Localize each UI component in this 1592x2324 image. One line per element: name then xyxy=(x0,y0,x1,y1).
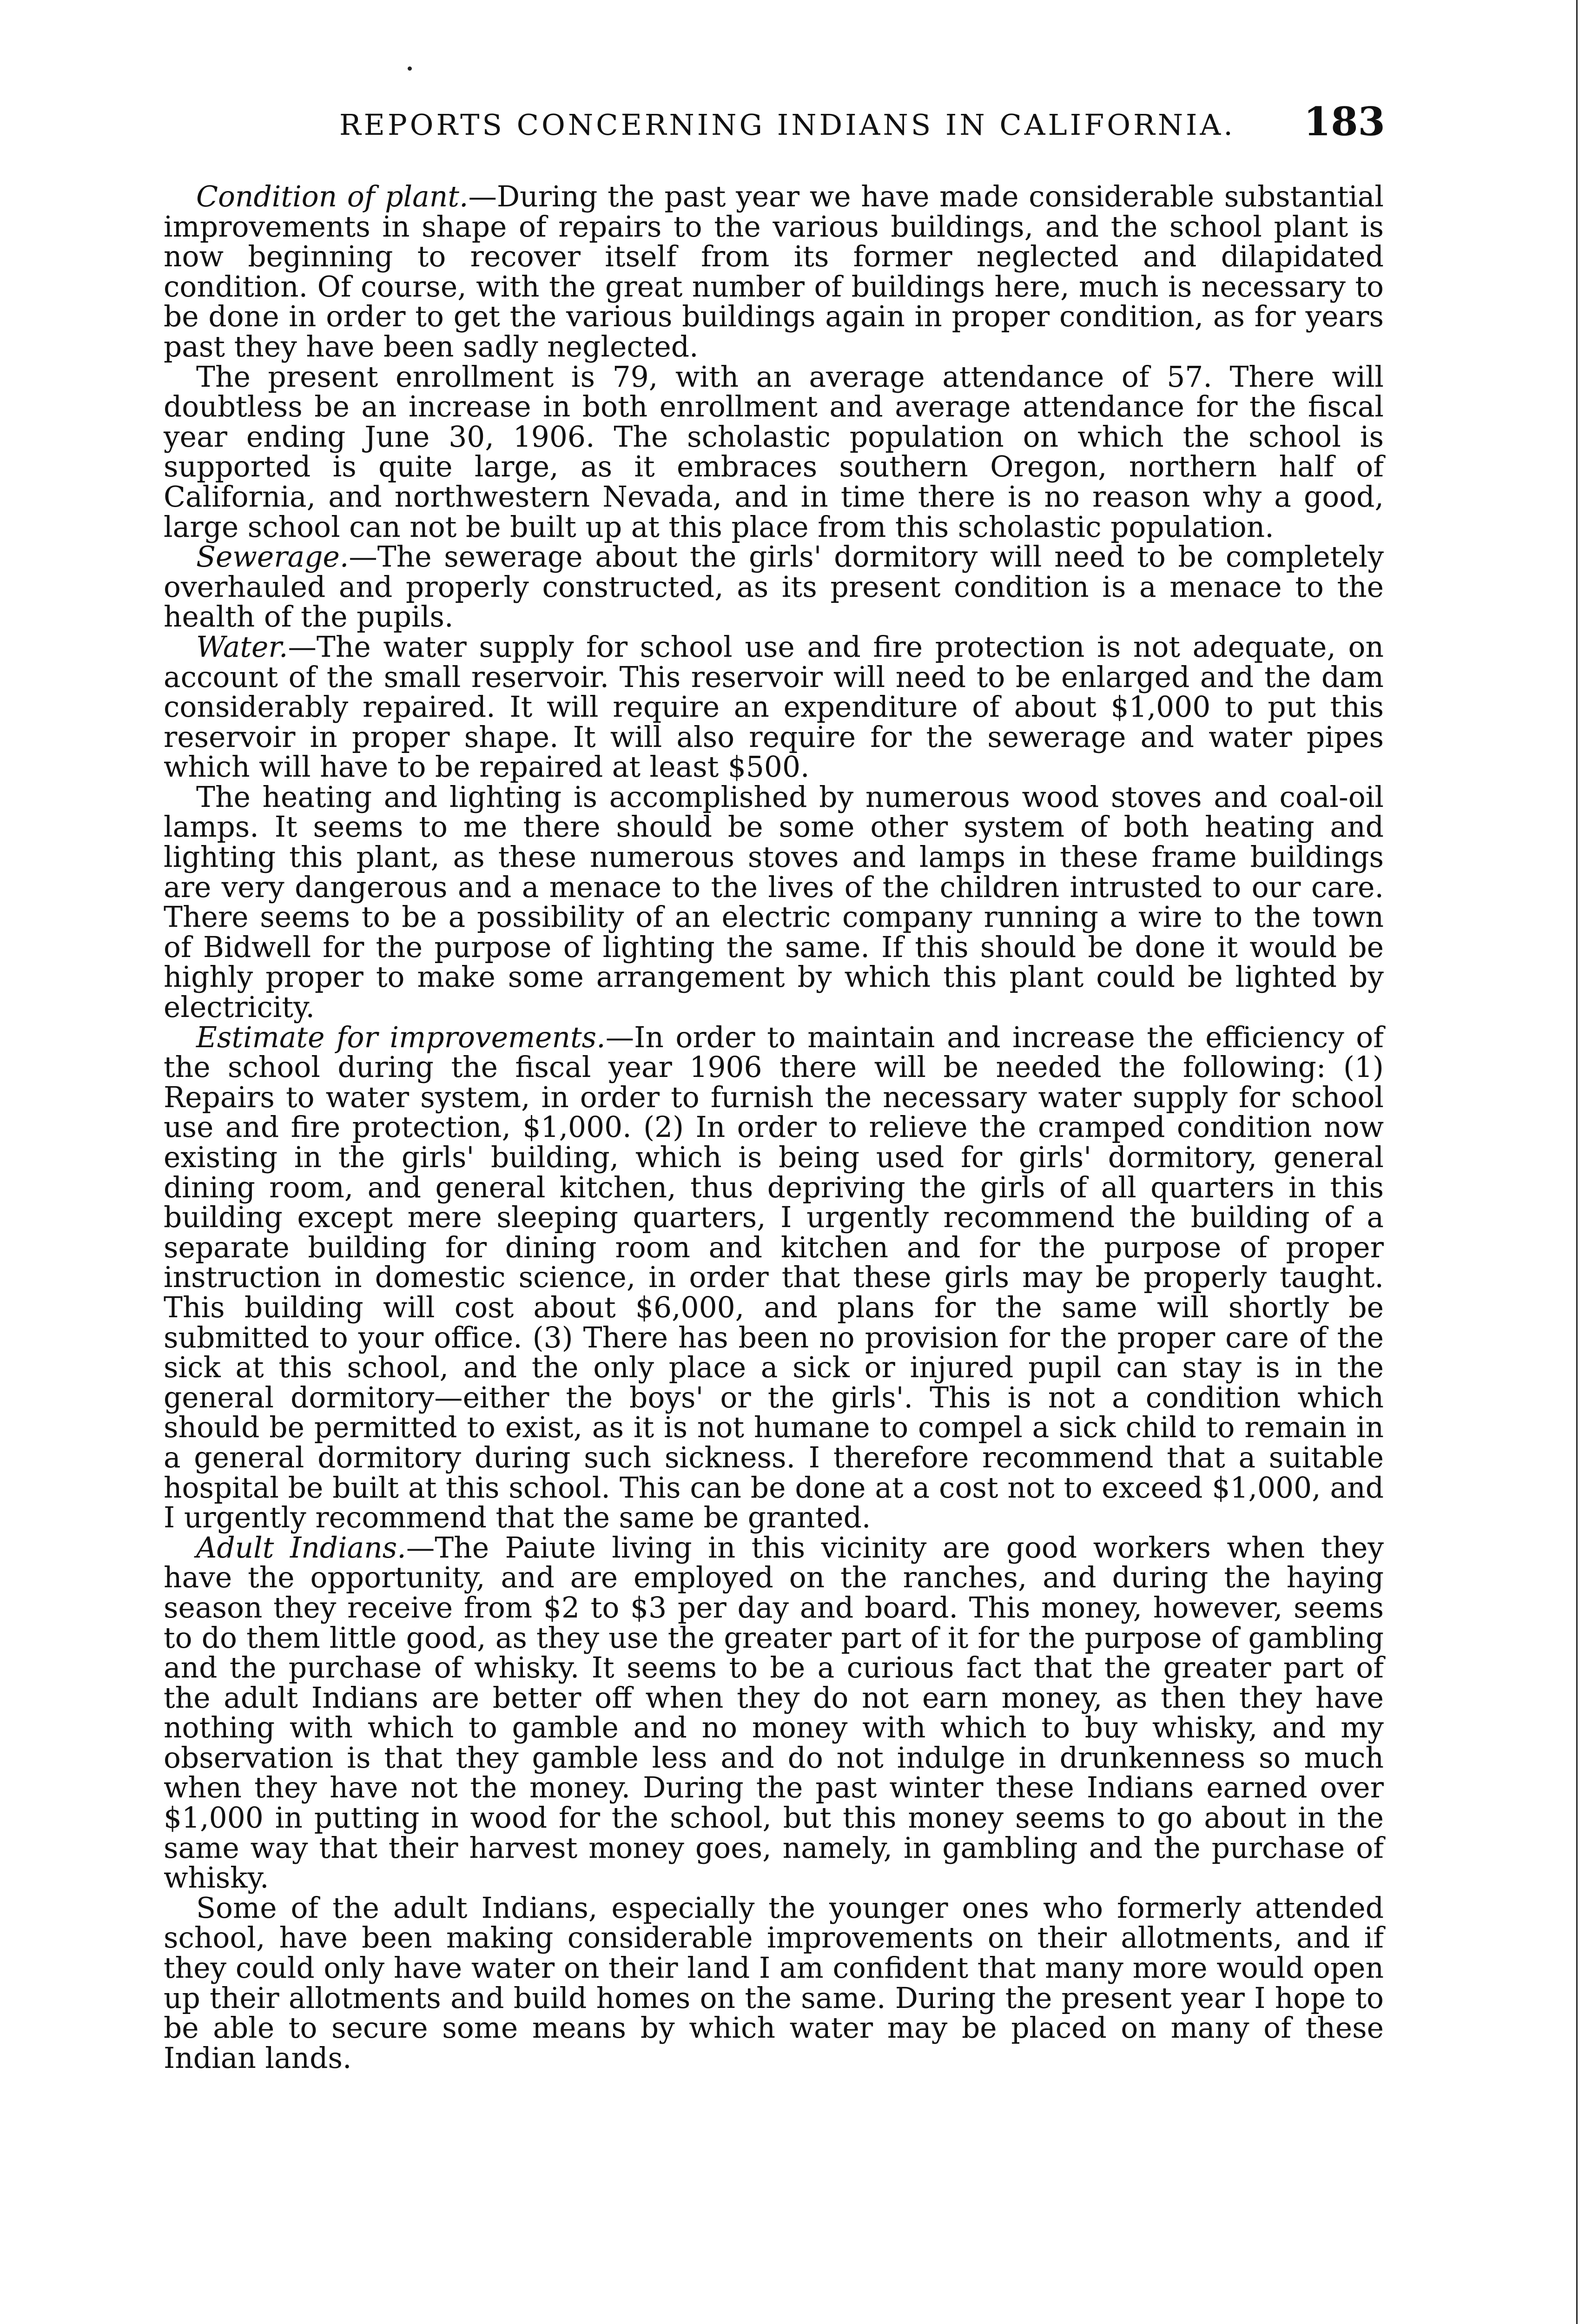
paragraph-text: The present enrollment is 79, with an average attendance of 57. There will doubtless be an increase in both enrollment and average attendance for the fiscal year ending June 30, 1906. The scholastic population on which the school is supported is quite large, as it embraces southern Oregon, northern half of California, and northwestern Nevada, and in time there is no reason why a good, large school can not be built up at this place from this scholastic population. xyxy=(164,360,1384,544)
top-mark xyxy=(408,66,412,71)
paragraph-text: The heating and lighting is accomplished by numerous wood stoves and coal-oil lamps. It seems to me there should be some other system of both heating and lighting this plant, as these numerous stoves and lamps in these frame buildings are very dangerous and a menace to the lives of the children intrusted to our care. There seems to be a possibility of an electric company running a wire to the town of Bidwell for the purpose of lighting the same. If this should be done it would be highly proper to make some arrangement by which this plant could be lighted by electricity. xyxy=(164,780,1384,1024)
paragraph-sewerage xyxy=(164,542,1384,633)
paragraph-lead: Estimate for improvements. xyxy=(196,1021,606,1054)
paragraph-lead: Condition of plant. xyxy=(196,180,469,213)
paragraph-lead: Water. xyxy=(196,630,288,664)
paragraph-lead: Sewerage. xyxy=(196,541,349,574)
paragraph-text: —During the past year we have made considerable substantial improvements in shape of repairs to the various buildings, and the school plant is now beginning to recover itself from its former neglected and dilapidated condition. Of course, with the great number of buildings here, much is necessary to be done in order to get the various buildings again in proper condition, as for years past they have been sadly neglected. xyxy=(164,180,1384,363)
paragraph-heating-lighting xyxy=(164,780,1384,1024)
paragraph-estimate-for-improvements xyxy=(164,1023,1384,1533)
paragraph-condition-of-plant xyxy=(164,182,1384,363)
paragraph-text: —The Paiute living in this vicinity are good workers when they have the opportunity, and are employed on the ranches, and during the haying season they receive from $2 to $3 per day and board. This money, however, seems to do them little good, as they use the greater part of it for the purpose of gambling and the purchase of whisky. It seems to be a curious fact that the greater part of the adult Indians are better off when they do not earn money, as then they have nothing with which to gamble and no money with which to buy whisky, and my observation is that they gamble less and do not indulge in drunkenness so much when they have not the money. During the past winter these Indians earned over $1,000 in putting in wood for the school, but this money seems to go about in the same way that their harvest money goes, namely, in gambling and the purchase of whisky. xyxy=(164,1531,1384,1895)
paragraph-lead: Adult Indians. xyxy=(196,1531,406,1565)
paragraph-adult-indians xyxy=(164,1533,1384,1894)
report-body xyxy=(164,182,1384,2073)
running-title: REPORTS CONCERNING INDIANS IN CALIFORNIA. xyxy=(339,108,1235,142)
paragraph-allotments xyxy=(164,1891,1384,2075)
paragraph-water xyxy=(164,630,1384,784)
page-header xyxy=(339,99,1385,154)
paragraph-text: —In order to maintain and increase the efficiency of the school during the fiscal year 1906 there will be needed the following: (1) Repairs to water system, in order to furnish the necessary water supply for school use and fire protection, $1,000. (2) In order to relieve the cramped condition now existing in the girls' building, which is being used for girls' dormitory, general dining room, and general kitchen, thus depriving the girls of all quarters in this building except mere sleeping quarters, I urgently recommend the building of a separate building for dining room and kitchen and for the purpose of proper instruction in domestic science, in order that these girls may be properly taught. This building will cost about $6,000, and plans for the same will shortly be submitted to your office. (3) There has been no provision for the proper care of the sick at this school, and the only place a sick or injured pupil can stay is in the general dormitory—either the boys' or the girls'. This is not a condition which should be permitted to exist, as it is not humane to compel a sick child to remain in a general dormitory during such sickness. I therefore recommend that a suitable hospital be built at this school. This can be done at a cost not to exceed $1,000, and I urgently recommend that the same be granted. xyxy=(164,1021,1384,1535)
paragraph-text: —The sewerage about the girls' dormitory will need to be completely overhauled and properly constructed, as its present condition is a menace to the health of the pupils. xyxy=(164,541,1384,634)
page-number: 183 xyxy=(1303,99,1385,145)
paragraph-text: —The water supply for school use and fire protection is not adequate, on account of the small reservoir. This reservoir will need to be enlarged and the dam considerably repaired. It will require an expenditure of about $1,000 to put this reservoir in proper shape. It will also require for the sewerage and water pipes which will have to be repaired at least $500. xyxy=(164,630,1384,784)
paragraph-text: Some of the adult Indians, especially the younger ones who formerly attended school, have been making considerable improvements on their allotments, and if they could only have water on their land I am confident that many more would open up their allotments and build homes on the same. During the present year I hope to be able to secure some means by which water may be placed on many of these Indian lands. xyxy=(164,1891,1384,2075)
paragraph-enrollment xyxy=(164,360,1384,544)
